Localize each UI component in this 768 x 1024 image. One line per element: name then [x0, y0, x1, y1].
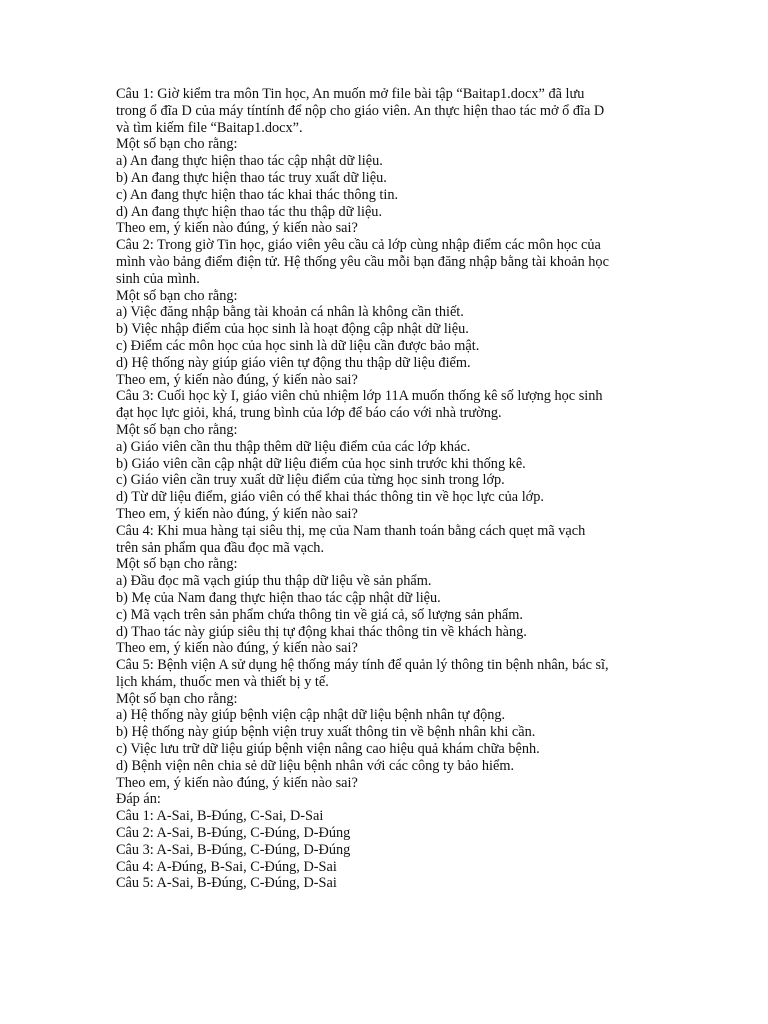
text-line: c) Việc lưu trữ dữ liệu giúp bệnh viện nâng cao hiệu quả khám chữa bệnh. [116, 741, 540, 758]
text-line: trong ổ đĩa D của máy tíntính để nộp cho giáo viên. An thực hiện thao tác mở ổ đĩa D [116, 102, 605, 119]
text-line: c) An đang thực hiện thao tác khai thác thông tin. [116, 186, 399, 203]
text-line: Câu 5: Bệnh viện A sử dụng hệ thống máy tính để quản lý thông tin bệnh nhân, bác sĩ, [116, 657, 609, 674]
text-line: Đáp án: [116, 791, 161, 808]
text-line: Câu 2: Trong giờ Tin học, giáo viên yêu cầu cả lớp cùng nhập điểm các môn học của [116, 237, 601, 254]
document-body [116, 86, 656, 892]
text-line: d) Hệ thống này giúp giáo viên tự động thu thập dữ liệu điểm. [116, 354, 471, 371]
text-line: và tìm kiếm file “Baitap1.docx”. [116, 119, 303, 136]
text-line: Câu 3: A-Sai, B-Đúng, C-Đúng, D-Đúng [116, 841, 351, 858]
text-line: b) Hệ thống này giúp bệnh viện truy xuất thông tin về bệnh nhân khi cần. [116, 724, 536, 741]
text-line: b) Mẹ của Nam đang thực hiện thao tác cập nhật dữ liệu. [116, 589, 441, 606]
text-line: c) Giáo viên cần truy xuất dữ liệu điểm của từng học sinh trong lớp. [116, 472, 505, 489]
text-line: Câu 4: Khi mua hàng tại siêu thị, mẹ của Nam thanh toán bằng cách quẹt mã vạch [116, 522, 586, 539]
text-line: Câu 2: A-Sai, B-Đúng, C-Đúng, D-Đúng [116, 825, 351, 842]
text-line: Một số bạn cho rằng: [116, 287, 238, 304]
text-line: Câu 4: A-Đúng, B-Sai, C-Đúng, D-Sai [116, 858, 337, 875]
text-line: Theo em, ý kiến nào đúng, ý kiến nào sai? [116, 640, 358, 657]
text-line: Câu 5: A-Sai, B-Đúng, C-Đúng, D-Sai [116, 875, 337, 892]
text-line: Theo em, ý kiến nào đúng, ý kiến nào sai? [116, 371, 358, 388]
text-line: a) Việc đăng nhập bằng tài khoản cá nhân là không cần thiết. [116, 304, 464, 321]
text-line: c) Điểm các môn học của học sinh là dữ liệu cần được bảo mật. [116, 337, 480, 354]
text-line: a) Đầu đọc mã vạch giúp thu thập dữ liệu về sản phẩm. [116, 573, 432, 590]
text-line: Một số bạn cho rằng: [116, 556, 238, 573]
text-line: b) Giáo viên cần cập nhật dữ liệu điểm của học sinh trước khi thống kê. [116, 455, 526, 472]
text-line: a) Hệ thống này giúp bệnh viện cập nhật dữ liệu bệnh nhân tự động. [116, 707, 506, 724]
text-line: lịch khám, thuốc men và thiết bị y tế. [116, 673, 329, 690]
text-line: đạt học lực giỏi, khá, trung bình của lớp để báo cáo với nhà trường. [116, 405, 502, 422]
text-line: Theo em, ý kiến nào đúng, ý kiến nào sai? [116, 505, 358, 522]
text-line: a) Giáo viên cần thu thập thêm dữ liệu điểm của các lớp khác. [116, 438, 471, 455]
text-line: c) Mã vạch trên sản phẩm chứa thông tin về giá cả, số lượng sản phẩm. [116, 606, 523, 623]
text-line: Theo em, ý kiến nào đúng, ý kiến nào sai? [116, 774, 358, 791]
text-line: d) Từ dữ liệu điểm, giáo viên có thể khai thác thông tin về học lực của lớp. [116, 489, 544, 506]
text-line: Một số bạn cho rằng: [116, 136, 238, 153]
text-line: b) An đang thực hiện thao tác truy xuất dữ liệu. [116, 169, 387, 186]
text-line: Câu 3: Cuối học kỳ I, giáo viên chủ nhiệm lớp 11A muốn thống kê số lượng học sinh [116, 388, 603, 405]
text-line: d) An đang thực hiện thao tác thu thập dữ liệu. [116, 203, 383, 220]
text-line: sinh của mình. [116, 270, 200, 287]
text-line: d) Bệnh viện nên chia sẻ dữ liệu bệnh nhân với các công ty bảo hiểm. [116, 757, 515, 774]
text-line: Một số bạn cho rằng: [116, 421, 238, 438]
text-line: mình vào bảng điểm điện tử. Hệ thống yêu cầu mỗi bạn đăng nhập bằng tài khoản học [116, 253, 609, 270]
text-line: Câu 1: A-Sai, B-Đúng, C-Sai, D-Sai [116, 808, 324, 825]
text-line: Một số bạn cho rằng: [116, 690, 238, 707]
text-line: trên sản phẩm qua đầu đọc mã vạch. [116, 539, 325, 556]
text-line: a) An đang thực hiện thao tác cập nhật dữ liệu. [116, 153, 383, 170]
text-line: Câu 1: Giờ kiểm tra môn Tin học, An muốn mở file bài tập “Baitap1.docx” đã lưu [116, 86, 585, 102]
text-line: Theo em, ý kiến nào đúng, ý kiến nào sai? [116, 220, 358, 237]
text-line: d) Thao tác này giúp siêu thị tự động khai thác thông tin về khách hàng. [116, 623, 527, 640]
text-line: b) Việc nhập điểm của học sinh là hoạt động cập nhật dữ liệu. [116, 321, 469, 338]
